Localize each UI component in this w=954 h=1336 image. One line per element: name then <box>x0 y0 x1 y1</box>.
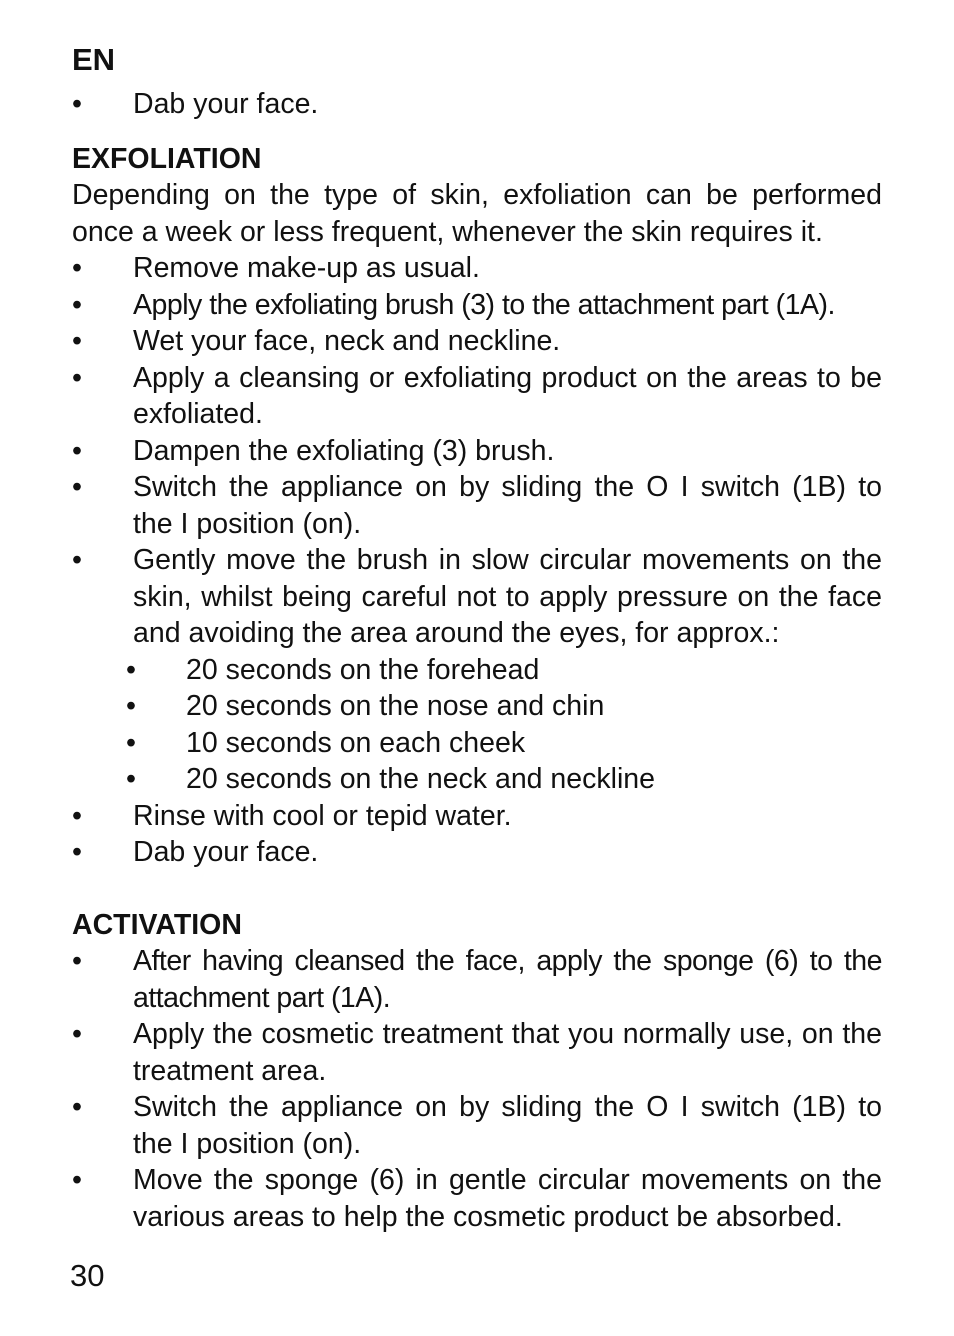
sub-list-item: • 20 seconds on the forehead <box>72 652 882 689</box>
exfoliation-section <box>72 141 882 871</box>
exfoliation-timings <box>72 652 882 798</box>
activation-section <box>72 907 882 1236</box>
activation-steps <box>72 943 882 1235</box>
sub-list-item: • 20 seconds on the neck and neckline <box>72 761 882 798</box>
list-item: • Wet your face, neck and neckline. <box>72 323 882 360</box>
list-item: • Apply a cleansing or exfoliating product on the areas to be exfoliated. <box>72 360 882 433</box>
list-item: • Switch the appliance on by sliding the O I switch (1B) to the I position (on). <box>72 1089 882 1162</box>
sub-list-item: • 10 seconds on each cheek <box>72 725 882 762</box>
exfoliation-intro: Depending on the type of skin, exfoliation can be performed once a week or less frequent, whenever the skin requires it. <box>72 179 882 248</box>
list-item: • Apply the cosmetic treatment that you normally use, on the treatment area. <box>72 1016 882 1089</box>
list-item: • Dampen the exfoliating (3) brush. <box>72 433 882 470</box>
page-number: 30 <box>70 1258 105 1293</box>
list-item: • Move the sponge (6) in gentle circular movements on the various areas to help the cosmetic product be absorbed. <box>72 1162 882 1235</box>
list-item: • Gently move the brush in slow circular movements on the skin, whilst being careful not to apply pressure on the face and avoiding the area around the eyes, for approx.: <box>72 542 882 652</box>
manual-page <box>72 42 882 1235</box>
list-item: • Remove make-up as usual. <box>72 250 882 287</box>
sub-list-item: • 20 seconds on the nose and chin <box>72 688 882 725</box>
list-item: • Dab your face. <box>72 834 882 871</box>
section-heading-activation: ACTIVATION <box>72 908 242 941</box>
exfoliation-final-steps <box>72 798 882 871</box>
list-item: • Apply the exfoliating brush (3) to the attachment part (1A). <box>72 287 882 324</box>
list-item: • After having cleansed the face, apply the sponge (6) to the attachment part (1A). <box>72 943 882 1016</box>
list-item: • Switch the appliance on by sliding the O I switch (1B) to the I position (on). <box>72 469 882 542</box>
language-tag: EN <box>72 42 116 77</box>
section-heading-exfoliation: EXFOLIATION <box>72 142 262 175</box>
list-item: • Rinse with cool or tepid water. <box>72 798 882 835</box>
intro-bullet-list <box>72 86 882 123</box>
exfoliation-steps <box>72 250 882 652</box>
list-item: • Dab your face. <box>72 86 882 123</box>
